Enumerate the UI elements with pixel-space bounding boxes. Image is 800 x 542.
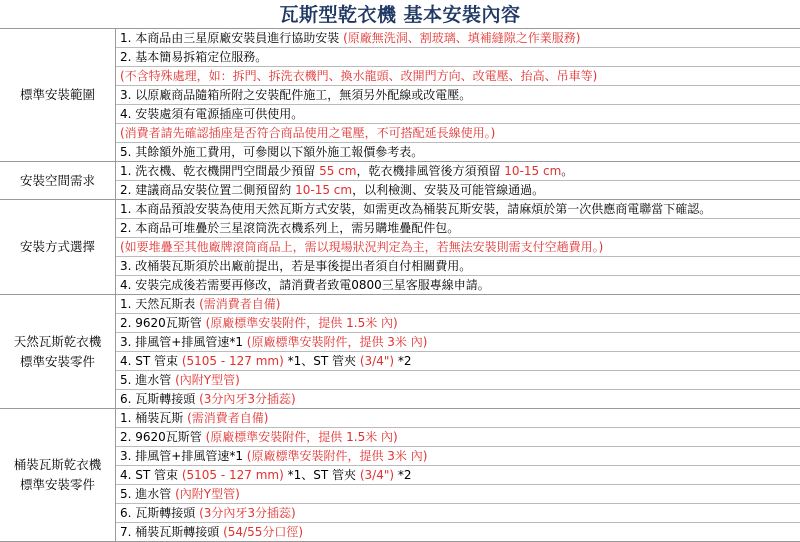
highlight-text: (消費者請先確認插座是否符合商品使用之電壓，不可搭配延長線使用。)	[120, 126, 496, 140]
highlight-text: 10-15 cm	[504, 164, 562, 178]
highlight-text: (3分內牙3分插蕊)	[199, 392, 296, 406]
line-text: 2. 9620瓦斯管	[120, 430, 206, 444]
table-row	[116, 446, 800, 465]
highlight-text: (5105 - 127 mm)	[181, 354, 284, 368]
category-label: 標準安裝範圍	[19, 87, 95, 102]
highlight-text: (內附Y型管)	[175, 373, 240, 387]
line-text: 5. 其餘額外施工費用，可參閱以下額外施工報價參考表。	[120, 145, 424, 159]
line-text: 6. 瓦斯轉接頭	[120, 392, 200, 406]
line-text: 。	[561, 164, 574, 178]
line-text: 2. 9620瓦斯管	[120, 316, 206, 330]
table-row	[116, 522, 800, 541]
table-row	[116, 66, 800, 85]
line-text: 6. 瓦斯轉接頭	[120, 506, 200, 520]
category-label: 安裝方式選擇	[19, 239, 95, 254]
line-text: 1. 洗衣機、乾衣機開門空間最少預留	[120, 164, 320, 178]
highlight-text: (54/55分口徑)	[223, 525, 304, 539]
section-lines	[116, 409, 800, 541]
line-text: *2	[394, 468, 412, 482]
line-text: 4. 安裝完成後若需要再修改，請消費者致電0800三星客服專線申請。	[120, 278, 490, 292]
line-text: 4. 安裝處須有電源插座可供使用。	[120, 107, 304, 121]
highlight-text: (如要堆疊至其他廠牌滾筒商品上，需以現場狀況判定為主，若無法安裝則需支付空趟費用。)	[120, 240, 604, 254]
highlight-text: (原廠標準安裝附件，提供 1.5米 內)	[205, 430, 398, 444]
highlight-text: (需消費者自備)	[187, 411, 269, 425]
line-text: 2. 本商品可堆疊於三星滾筒洗衣機系列上，需另購堆疊配件包。	[120, 221, 460, 235]
table-row	[116, 370, 800, 389]
section-category	[0, 409, 116, 541]
table-row	[116, 47, 800, 66]
section-lines	[116, 295, 800, 408]
line-text: ，乾衣機排風管後方須預留	[356, 164, 505, 178]
category-label: 天然瓦斯乾衣機 標準安裝零件	[13, 333, 102, 369]
highlight-text: (3/4")	[359, 354, 395, 368]
table-section	[0, 294, 800, 408]
table-row	[116, 295, 800, 313]
highlight-text: 55 cm	[319, 164, 357, 178]
line-text: 4. ST 管束	[120, 468, 182, 482]
table-row	[116, 465, 800, 484]
section-category	[0, 295, 116, 408]
table-row	[116, 332, 800, 351]
table-row	[116, 200, 800, 218]
table-row	[116, 237, 800, 256]
line-text: 4. ST 管束	[120, 354, 182, 368]
line-text: ，以利檢測、安裝及可能管線通過。	[352, 183, 545, 197]
line-text: 7. 桶裝瓦斯轉接頭	[120, 525, 224, 539]
line-text: 1. 本商品由三星原廠安裝員進行協助安裝	[120, 31, 344, 45]
line-text: 2. 基本簡易拆箱定位服務。	[120, 50, 268, 64]
line-text: 1. 桶裝瓦斯	[120, 411, 188, 425]
table-row	[116, 123, 800, 142]
line-text: 1. 本商品預設安裝為使用天然瓦斯方式安裝，如需更改為桶裝瓦斯安裝，請麻煩於第一次供應商電聯當下確認。	[120, 202, 712, 216]
highlight-text: (3/4")	[359, 468, 395, 482]
table-section	[0, 199, 800, 294]
page-title: 瓦斯型乾衣機 基本安裝內容	[279, 4, 521, 26]
table-row	[116, 409, 800, 427]
highlight-text: (原廠無洗洞、割玻璃、填補縫隙之作業服務)	[343, 31, 581, 45]
table-row	[116, 389, 800, 408]
line-text: 3. 以原廠商品隨箱所附之安裝配件施工，無須另外配線或改電壓。	[120, 88, 472, 102]
highlight-text: 10-15 cm	[295, 183, 353, 197]
highlight-text: (原廠標準安裝附件，提供 3米 內)	[246, 335, 428, 349]
highlight-text: (3分內牙3分插蕊)	[199, 506, 296, 520]
table-row	[116, 142, 800, 161]
table-row	[116, 218, 800, 237]
table-section	[0, 28, 800, 161]
line-text: *1、ST 管夾	[283, 354, 360, 368]
table-row	[116, 484, 800, 503]
line-text: *1、ST 管夾	[283, 468, 360, 482]
line-text: *2	[394, 354, 412, 368]
highlight-text: (不含特殊處理，如：拆門、拆洗衣機門、換水龍頭、改開門方向、改電壓、抬高、吊車等)	[120, 69, 598, 83]
line-text: 1. 天然瓦斯表	[120, 297, 200, 311]
section-category	[0, 200, 116, 294]
section-category	[0, 29, 116, 161]
table-row	[116, 313, 800, 332]
table-row	[116, 275, 800, 294]
installation-table	[0, 28, 800, 542]
highlight-text: (原廠標準安裝附件，提供 1.5米 內)	[205, 316, 398, 330]
highlight-text: (原廠標準安裝附件，提供 3米 內)	[246, 449, 428, 463]
table-row	[116, 503, 800, 522]
section-lines	[116, 162, 800, 199]
table-row	[116, 256, 800, 275]
category-label: 桶裝瓦斯乾衣機 標準安裝零件	[13, 457, 102, 492]
line-text: 3. 改桶裝瓦斯須於出廠前提出，若是事後提出者須自付相關費用。	[120, 259, 472, 273]
highlight-text: (5105 - 127 mm)	[181, 468, 284, 482]
table-row	[116, 427, 800, 446]
table-row	[116, 85, 800, 104]
table-row	[116, 351, 800, 370]
table-section	[0, 161, 800, 199]
line-text: 3. 排風管+排風管速*1	[120, 335, 247, 349]
table-section	[0, 408, 800, 542]
table-row	[116, 180, 800, 199]
section-lines	[116, 29, 800, 161]
section-lines	[116, 200, 800, 294]
line-text: 5. 進水管	[120, 487, 176, 501]
category-label: 安裝空間需求	[19, 172, 95, 188]
line-text: 3. 排風管+排風管速*1	[120, 449, 247, 463]
table-row	[116, 162, 800, 180]
line-text: 5. 進水管	[120, 373, 176, 387]
highlight-text: (需消費者自備)	[199, 297, 281, 311]
highlight-text: (內附Y型管)	[175, 487, 240, 501]
line-text: 2. 建議商品安裝位置二側預留約	[120, 183, 296, 197]
section-category	[0, 162, 116, 199]
table-row	[116, 104, 800, 123]
table-row	[116, 29, 800, 47]
